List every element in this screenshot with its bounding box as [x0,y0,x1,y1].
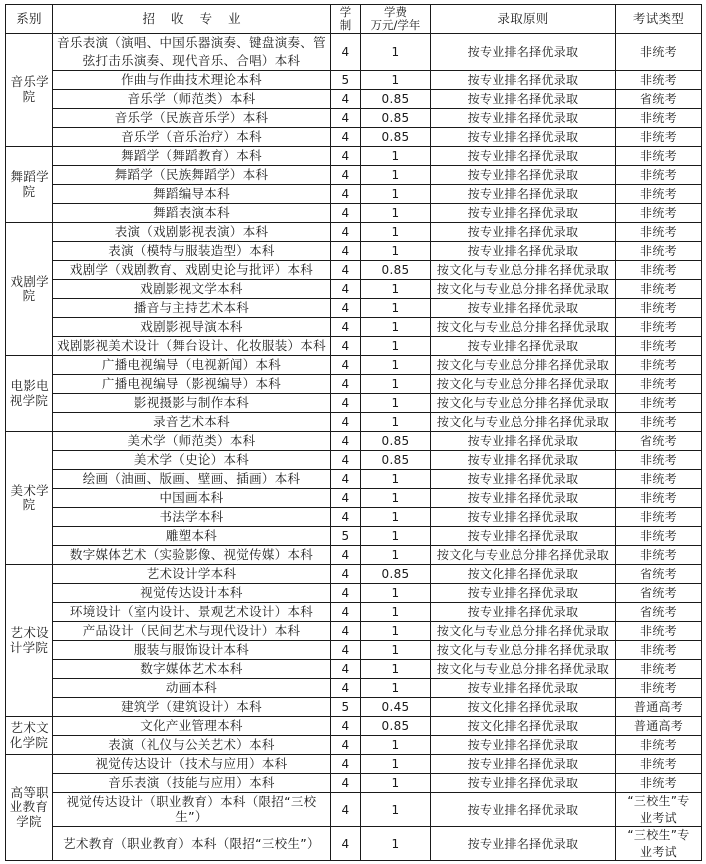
tuition-fee-cell: 1 [361,827,431,861]
years-cell: 4 [331,622,361,641]
years-cell: 5 [331,71,361,90]
table-row [6,432,702,451]
department-cell: 艺术文化学院 [6,717,53,755]
tuition-fee-cell: 1 [361,147,431,166]
table-row [6,622,702,641]
column-header-admission-rule: 录取原则 [431,5,616,34]
exam-type-cell: 非统考 [616,546,702,565]
major-line-2: 弦打击乐演奏、现代音乐、合唱）本科 [82,53,301,69]
years-cell: 4 [331,774,361,793]
years-cell: 4 [331,793,361,827]
tuition-fee-cell: 0.85 [361,109,431,128]
tuition-fee-cell: 1 [361,34,431,71]
major-cell: 录音艺术本科 [53,413,331,432]
tuition-fee-cell: 1 [361,470,431,489]
admission-rule-cell: 按专业排名择优录取 [431,34,616,71]
column-header-fee [361,5,431,34]
major-cell: 广播电视编导（影视编导）本科 [53,375,331,394]
table-row [6,827,702,861]
major-cell: 戏剧影视文学本科 [53,280,331,299]
tuition-fee-cell: 0.85 [361,717,431,736]
exam-type-cell: 非统考 [616,299,702,318]
exam-type-cell: 非统考 [616,774,702,793]
major-cell: 视觉传达设计（职业教育）本科（限招“三校生”） [53,793,331,827]
years-cell: 4 [331,280,361,299]
admission-rule-cell: 按专业排名择优录取 [431,679,616,698]
exam-type-cell: 非统考 [616,755,702,774]
admission-rule-cell: 按文化与专业总分排名择优录取 [431,622,616,641]
exam-type-cell: 省统考 [616,603,702,622]
table-row [6,166,702,185]
table-row [6,223,702,242]
table-row [6,489,702,508]
years-cell: 4 [331,508,361,527]
tuition-fee-cell: 1 [361,508,431,527]
admission-rule-cell: 按文化与专业总分排名择优录取 [431,660,616,679]
table-row [6,451,702,470]
table-row [6,584,702,603]
major-cell: 建筑学（建筑设计）本科 [53,698,331,717]
table-row [6,755,702,774]
tuition-fee-cell: 1 [361,337,431,356]
admission-rule-cell: 按专业排名择优录取 [431,755,616,774]
admission-rule-cell: 按文化排名择优录取 [431,717,616,736]
tuition-fee-cell: 1 [361,736,431,755]
admission-rule-cell: 按文化与专业总分排名择优录取 [431,280,616,299]
major-cell [53,34,331,71]
exam-type-cell: 非统考 [616,128,702,147]
major-cell: 艺术设计学本科 [53,565,331,584]
tuition-fee-cell: 1 [361,584,431,603]
column-header-fee-line1: 学费 [384,5,407,20]
years-cell: 4 [331,166,361,185]
tuition-fee-cell: 1 [361,660,431,679]
admission-rule-cell: 按专业排名择优录取 [431,489,616,508]
tuition-fee-cell: 1 [361,774,431,793]
tuition-fee-cell: 1 [361,546,431,565]
years-cell: 4 [331,147,361,166]
exam-type-cell: 省统考 [616,565,702,584]
major-cell: 音乐表演（技能与应用）本科 [53,774,331,793]
major-cell: 影视摄影与制作本科 [53,394,331,413]
major-cell: 舞蹈学（民族舞蹈学）本科 [53,166,331,185]
table-row [6,34,702,71]
tuition-fee-cell: 1 [361,223,431,242]
admission-rule-cell: 按文化与专业总分排名择优录取 [431,356,616,375]
exam-type-line-1: “三校生”专 [627,828,690,843]
admission-rule-cell: 按专业排名择优录取 [431,603,616,622]
major-cell: 动画本科 [53,679,331,698]
major-cell: 视觉传达设计本科 [53,584,331,603]
tuition-fee-cell: 1 [361,375,431,394]
column-header-department: 系别 [6,5,53,34]
admission-rule-cell: 按文化与专业总分排名择优录取 [431,546,616,565]
table-row [6,527,702,546]
table-row [6,375,702,394]
column-header-major: 招 收 专 业 [53,5,331,34]
tuition-fee-cell: 1 [361,413,431,432]
tuition-fee-cell: 1 [361,755,431,774]
years-cell: 4 [331,394,361,413]
major-cell: 视觉传达设计（技术与应用）本科 [53,755,331,774]
tuition-fee-cell: 1 [361,603,431,622]
tuition-fee-cell: 1 [361,622,431,641]
admission-rule-cell: 按专业排名择优录取 [431,508,616,527]
admission-rule-cell: 按专业排名择优录取 [431,337,616,356]
tuition-fee-cell: 1 [361,299,431,318]
years-cell: 4 [331,413,361,432]
admission-rule-cell: 按专业排名择优录取 [431,432,616,451]
table-row [6,660,702,679]
major-cell: 中国画本科 [53,489,331,508]
major-cell: 数字媒体艺术本科 [53,660,331,679]
department-cell: 艺术设计学院 [6,565,53,717]
table-row [6,565,702,584]
major-cell: 文化产业管理本科 [53,717,331,736]
admission-rule-cell: 按专业排名择优录取 [431,242,616,261]
exam-type-cell: 非统考 [616,641,702,660]
exam-type-cell: 非统考 [616,394,702,413]
years-cell: 4 [331,660,361,679]
years-cell: 5 [331,527,361,546]
admission-rule-cell: 按专业排名择优录取 [431,299,616,318]
tuition-fee-cell: 0.85 [361,128,431,147]
tuition-fee-cell: 0.85 [361,565,431,584]
tuition-fee-cell: 1 [361,185,431,204]
exam-type-cell: 非统考 [616,375,702,394]
major-cell: 音乐学（师范类）本科 [53,90,331,109]
header-row [6,5,702,34]
major-cell: 书法学本科 [53,508,331,527]
major-cell: 舞蹈学（舞蹈教育）本科 [53,147,331,166]
tuition-fee-cell: 1 [361,793,431,827]
tuition-fee-cell: 1 [361,318,431,337]
exam-type-cell: 非统考 [616,508,702,527]
exam-type-cell: 非统考 [616,318,702,337]
table-row [6,394,702,413]
exam-type-cell: 省统考 [616,432,702,451]
years-cell: 4 [331,717,361,736]
tuition-fee-cell: 1 [361,356,431,375]
exam-type-cell: 非统考 [616,451,702,470]
admission-rule-cell: 按专业排名择优录取 [431,584,616,603]
table-row [6,508,702,527]
tuition-fee-cell: 0.85 [361,261,431,280]
major-line-1: 音乐表演（演唱、中国乐器演奏、键盘演奏、管 [57,35,326,50]
years-cell: 4 [331,318,361,337]
exam-type-cell: 省统考 [616,90,702,109]
exam-type-cell: 非统考 [616,71,702,90]
years-cell: 4 [331,451,361,470]
exam-type-cell: 非统考 [616,527,702,546]
years-cell: 4 [331,242,361,261]
tuition-fee-cell: 1 [361,242,431,261]
exam-type-cell: 非统考 [616,223,702,242]
major-cell: 表演（模特与服装造型）本科 [53,242,331,261]
table-row [6,337,702,356]
table-row [6,147,702,166]
admission-rule-cell: 按文化排名择优录取 [431,565,616,584]
table-header [6,5,702,34]
admission-rule-cell: 按文化与专业总分排名择优录取 [431,394,616,413]
admission-rule-cell: 按专业排名择优录取 [431,204,616,223]
admission-rule-cell: 按文化与专业总分排名择优录取 [431,375,616,394]
admission-rule-cell: 按文化与专业总分排名择优录取 [431,413,616,432]
exam-type-cell: 非统考 [616,470,702,489]
major-cell: 作曲与作曲技术理论本科 [53,71,331,90]
table-row [6,185,702,204]
exam-type-cell: 非统考 [616,413,702,432]
admission-rule-cell: 按文化与专业总分排名择优录取 [431,318,616,337]
years-cell: 4 [331,223,361,242]
column-header-years [331,5,361,34]
exam-type-cell: 非统考 [616,489,702,508]
major-cell: 音乐学（音乐治疗）本科 [53,128,331,147]
exam-type-cell: 非统考 [616,736,702,755]
admissions-table [5,4,702,861]
tuition-fee-cell: 1 [361,394,431,413]
table-body [6,34,702,861]
years-cell: 4 [331,204,361,223]
table-row [6,90,702,109]
tuition-fee-cell: 1 [361,489,431,508]
exam-type-cell: 非统考 [616,204,702,223]
admission-rule-cell: 按文化与专业总分排名择优录取 [431,261,616,280]
major-cell: 绘画（油画、版画、壁画、插画）本科 [53,470,331,489]
major-cell: 舞蹈编导本科 [53,185,331,204]
major-cell: 表演（礼仪与公关艺术）本科 [53,736,331,755]
exam-type-cell: 非统考 [616,109,702,128]
admission-rule-cell: 按专业排名择优录取 [431,451,616,470]
department-cell: 美术学院 [6,432,53,565]
major-cell: 戏剧影视美术设计（舞台设计、化妆服装）本科 [53,337,331,356]
major-cell: 数字媒体艺术（实验影像、视觉传媒）本科 [53,546,331,565]
table-row [6,109,702,128]
table-row [6,299,702,318]
exam-type-cell: 非统考 [616,622,702,641]
admission-rule-cell: 按专业排名择优录取 [431,223,616,242]
tuition-fee-cell: 0.85 [361,90,431,109]
admission-rule-cell: 按文化与专业总分排名择优录取 [431,641,616,660]
major-cell: 美术学（史论）本科 [53,451,331,470]
years-cell: 4 [331,489,361,508]
exam-type-cell: 非统考 [616,660,702,679]
major-cell: 广播电视编导（电视新闻）本科 [53,356,331,375]
exam-type-cell: 非统考 [616,337,702,356]
exam-type-cell: 省统考 [616,584,702,603]
admission-rule-cell: 按专业排名择优录取 [431,793,616,827]
column-header-exam-type: 考试类型 [616,5,702,34]
exam-type-line-1: “三校生”专 [627,794,690,809]
department-cell: 高等职业教育学院 [6,755,53,861]
tuition-fee-cell: 1 [361,280,431,299]
exam-type-cell: 普通高考 [616,698,702,717]
years-cell: 4 [331,565,361,584]
admission-rule-cell: 按专业排名择优录取 [431,827,616,861]
column-header-fee-line2: 万元/学年 [370,18,421,32]
tuition-fee-cell: 1 [361,204,431,223]
years-cell: 4 [331,603,361,622]
major-cell: 服装与服饰设计本科 [53,641,331,660]
years-cell: 4 [331,432,361,451]
exam-type-line-2: 业考试 [640,844,677,859]
table-row [6,128,702,147]
years-cell: 4 [331,337,361,356]
exam-type-cell: 非统考 [616,185,702,204]
admission-rule-cell: 按专业排名择优录取 [431,109,616,128]
table-row [6,71,702,90]
years-cell: 4 [331,356,361,375]
years-cell: 4 [331,584,361,603]
exam-type-cell: 非统考 [616,147,702,166]
table-row [6,470,702,489]
table-row [6,280,702,299]
exam-type-cell: 非统考 [616,242,702,261]
years-cell: 5 [331,698,361,717]
major-cell: 美术学（师范类）本科 [53,432,331,451]
exam-type-cell: 普通高考 [616,717,702,736]
years-cell: 4 [331,755,361,774]
tuition-fee-cell: 0.45 [361,698,431,717]
tuition-fee-cell: 1 [361,71,431,90]
column-header-years-line1: 学 [339,5,352,20]
admission-rule-cell: 按专业排名择优录取 [431,90,616,109]
years-cell: 4 [331,128,361,147]
department-cell: 戏剧学院 [6,223,53,356]
table-row [6,641,702,660]
table-row [6,698,702,717]
exam-type-cell [616,827,702,861]
major-cell: 雕塑本科 [53,527,331,546]
exam-type-cell [616,793,702,827]
major-cell: 表演（戏剧影视表演）本科 [53,223,331,242]
exam-type-cell: 非统考 [616,356,702,375]
major-cell: 戏剧学（戏剧教育、戏剧史论与批评）本科 [53,261,331,280]
table-row [6,204,702,223]
admission-rule-cell: 按文化排名择优录取 [431,698,616,717]
exam-type-cell: 非统考 [616,679,702,698]
years-cell: 4 [331,34,361,71]
table-row [6,261,702,280]
admission-rule-cell: 按专业排名择优录取 [431,527,616,546]
exam-type-line-2: 业考试 [640,810,677,825]
department-cell: 舞蹈学院 [6,147,53,223]
table-row [6,242,702,261]
tuition-fee-cell: 1 [361,527,431,546]
years-cell: 4 [331,470,361,489]
table-row [6,774,702,793]
table-row [6,717,702,736]
major-cell: 音乐学（民族音乐学）本科 [53,109,331,128]
years-cell: 4 [331,375,361,394]
department-cell: 音乐学院 [6,34,53,147]
admission-rule-cell: 按专业排名择优录取 [431,185,616,204]
table-row [6,736,702,755]
years-cell: 4 [331,261,361,280]
table-row [6,793,702,827]
tuition-fee-cell: 1 [361,641,431,660]
major-cell: 舞蹈表演本科 [53,204,331,223]
table-row [6,318,702,337]
admission-rule-cell: 按专业排名择优录取 [431,128,616,147]
tuition-fee-cell: 0.85 [361,451,431,470]
table-row [6,679,702,698]
tuition-fee-cell: 1 [361,679,431,698]
years-cell: 4 [331,90,361,109]
admission-rule-cell: 按专业排名择优录取 [431,166,616,185]
major-cell: 环境设计（室内设计、景观艺术设计）本科 [53,603,331,622]
major-cell: 艺术教育（职业教育）本科（限招“三校生”） [53,827,331,861]
exam-type-cell: 非统考 [616,280,702,299]
years-cell: 4 [331,679,361,698]
years-cell: 4 [331,641,361,660]
exam-type-cell: 非统考 [616,261,702,280]
admission-rule-cell: 按专业排名择优录取 [431,147,616,166]
exam-type-cell: 非统考 [616,34,702,71]
column-header-years-line2: 制 [339,18,352,32]
table-row [6,413,702,432]
tuition-fee-cell: 1 [361,166,431,185]
department-cell: 电影电视学院 [6,356,53,432]
years-cell: 4 [331,109,361,128]
admission-rule-cell: 按专业排名择优录取 [431,470,616,489]
admission-rule-cell: 按专业排名择优录取 [431,71,616,90]
major-cell: 播音与主持艺术本科 [53,299,331,318]
table-row [6,356,702,375]
years-cell: 4 [331,736,361,755]
years-cell: 4 [331,185,361,204]
exam-type-cell: 非统考 [616,166,702,185]
years-cell: 4 [331,299,361,318]
table-row [6,546,702,565]
major-cell: 产品设计（民间艺术与现代设计）本科 [53,622,331,641]
table-row [6,603,702,622]
tuition-fee-cell: 0.85 [361,432,431,451]
admission-rule-cell: 按专业排名择优录取 [431,774,616,793]
major-cell: 戏剧影视导演本科 [53,318,331,337]
years-cell: 4 [331,546,361,565]
years-cell: 4 [331,827,361,861]
admission-rule-cell: 按专业排名择优录取 [431,736,616,755]
